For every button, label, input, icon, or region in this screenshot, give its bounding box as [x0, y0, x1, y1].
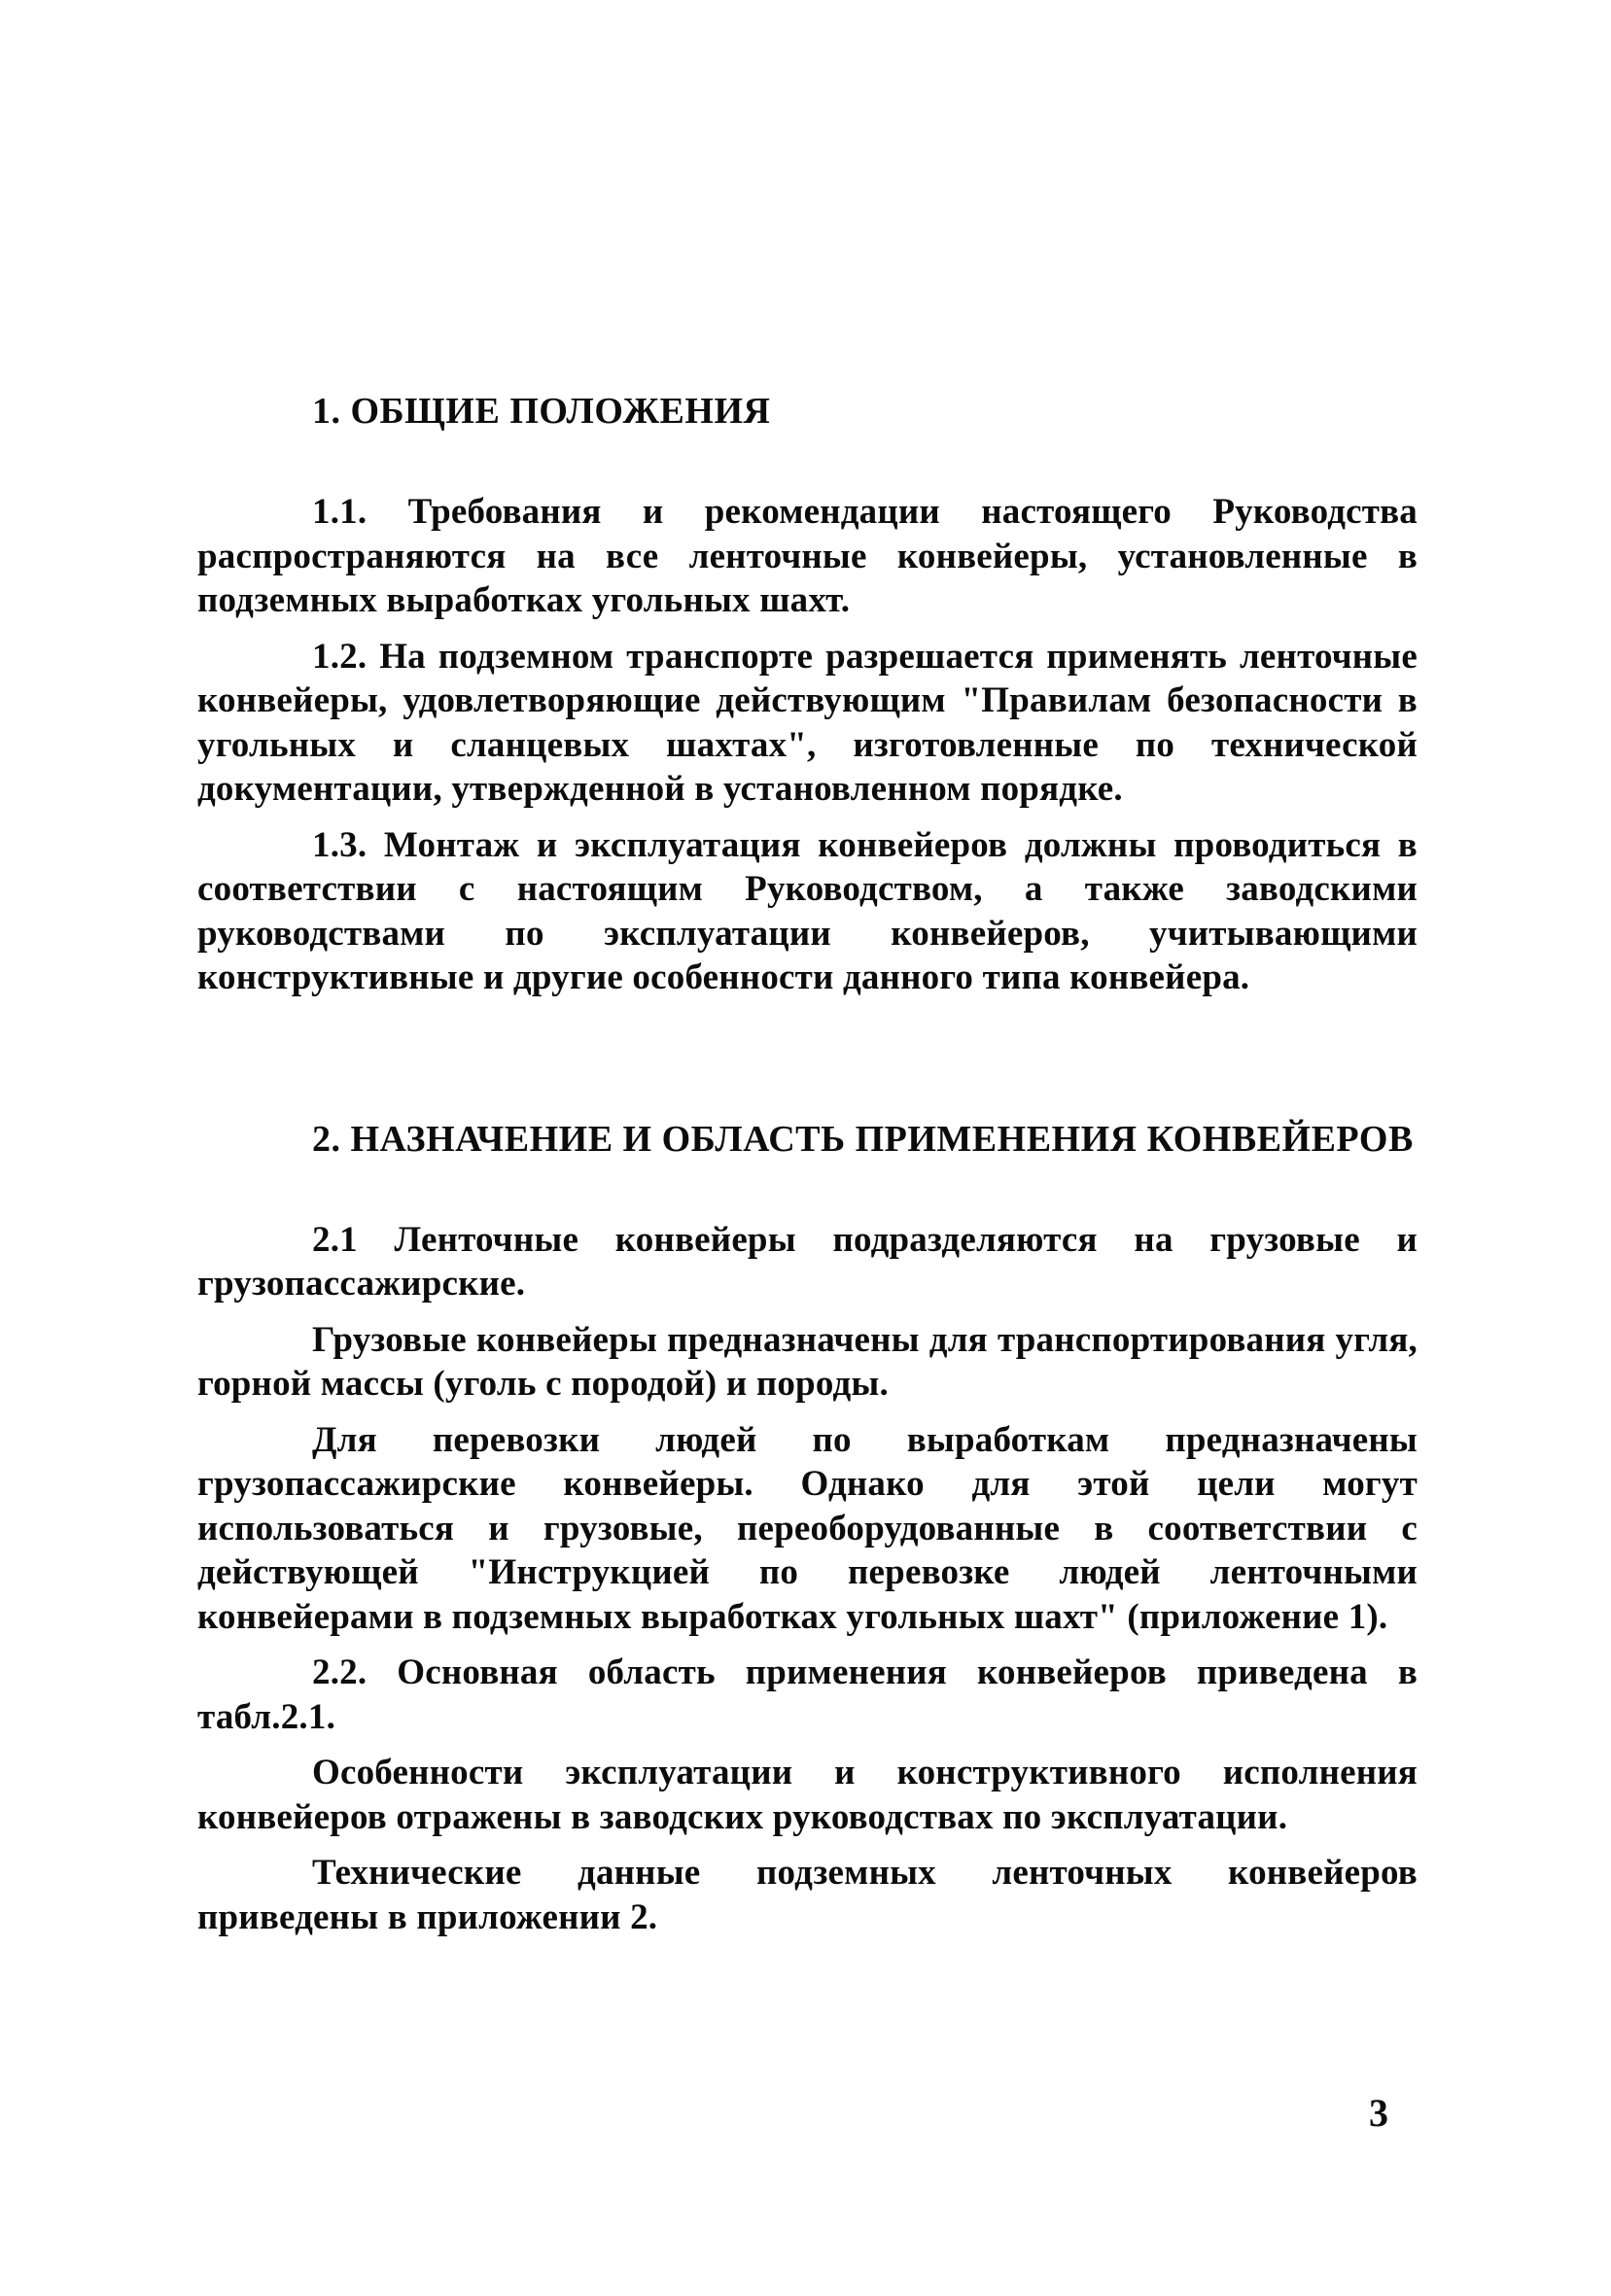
section-2-title: 2. НАЗНАЧЕНИЕ И ОБЛАСТЬ ПРИМЕНЕНИЯ КОНВЕЙЕРОВ	[312, 1118, 1414, 1160]
paragraph-2-2-features: Особенности эксплуатации и конструктивного исполнения конвейеров отражены в заводских руководствах по эксплуатации.	[197, 1753, 1418, 1837]
page-content	[197, 389, 1418, 1939]
section-1-title: 1. ОБЩИЕ ПОЛОЖЕНИЯ	[312, 391, 771, 432]
paragraph-2-2: 2.2. Основная область применения конвейеров приведена в табл.2.1.	[197, 1652, 1418, 1737]
paragraph-1-2: 1.2. На подземном транспорте разрешается применять ленточные конвейеры, удовлетворяющие действующим "Правилам безопасности в угольных и сланцевых шахтах", изготовленные по технической документации, утвержденной в установленном порядке.	[197, 636, 1418, 809]
page-number: 3	[1369, 2091, 1388, 2135]
paragraph-1-1: 1.1. Требования и рекомендации настоящего Руководства распространяются на все ленточные конвейеры, установленные в подземных выработках угольных шахт.	[197, 492, 1418, 620]
paragraph-2-1: 2.1 Ленточные конвейеры подразделяются на грузовые и грузопассажирские.	[197, 1219, 1418, 1304]
paragraph-2-1-passengers: Для перевозки людей по выработкам предназначены грузопассажирские конвейеры. Однако для этой цели могут использоваться и грузовые, переоборудованные в соответствии с действующей "Инструкцией по перевозке людей ленточными конвейерами в подземных выработках угольных шахт" (приложение 1).	[197, 1419, 1418, 1637]
paragraph-2-2-technical-data: Технические данные подземных ленточных конвейеров приведены в приложении 2.	[197, 1853, 1418, 1937]
paragraph-1-3: 1.3. Монтаж и эксплуатация конвейеров должны проводиться в соответствии с настоящим Руководством, а также заводскими руководствами по эксплуатации конвейеров, учитывающими конструктивные и другие особенности данного типа конвейера.	[197, 824, 1418, 997]
paragraph-2-1-cargo: Грузовые конвейеры предназначены для транспортирования угля, горной массы (уголь с породой) и породы.	[197, 1319, 1418, 1404]
